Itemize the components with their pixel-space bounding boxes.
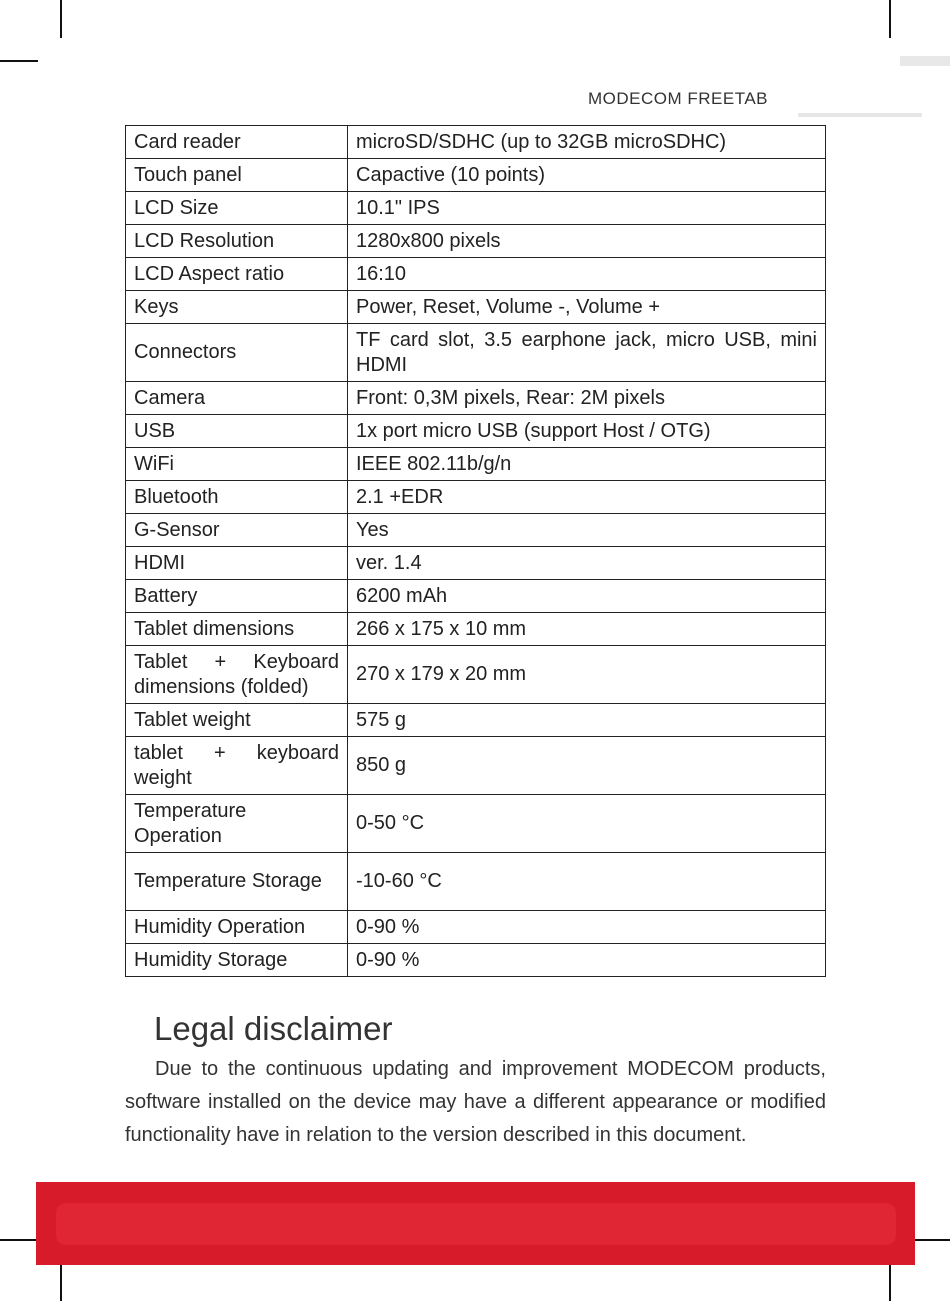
spec-key: Card reader [126,126,348,159]
spec-value: ver. 1.4 [348,547,826,580]
table-row [126,853,826,911]
spec-value: TF card slot, 3.5 earphone jack, micro USB, mini HDMI [348,324,826,382]
table-row [126,944,826,977]
spec-value: 6200 mAh [348,580,826,613]
table-row [126,415,826,448]
spec-key: Battery [126,580,348,613]
table-row [126,382,826,415]
footer-highlight [56,1203,896,1245]
table-row [126,737,826,795]
spec-value: 1x port micro USB (support Host / OTG) [348,415,826,448]
spec-key: Bluetooth [126,481,348,514]
spec-key: Camera [126,382,348,415]
table-row [126,225,826,258]
spec-value: Capactive (10 points) [348,159,826,192]
spec-key: Tablet weight [126,704,348,737]
spec-value: 0-90 % [348,911,826,944]
table-row [126,258,826,291]
spec-value: 850 g [348,737,826,795]
table-row [126,448,826,481]
spec-key: Connectors [126,324,348,382]
crop-mark [60,1262,62,1301]
table-row [126,126,826,159]
spec-key: Keys [126,291,348,324]
crop-mark [889,0,891,38]
table-row [126,192,826,225]
spec-key: tablet + keyboard weight [126,737,348,795]
spec-key: LCD Resolution [126,225,348,258]
spec-value: 266 x 175 x 10 mm [348,613,826,646]
table-row [126,324,826,382]
page-header: MODECOM FREETAB [588,89,769,108]
spec-key: Humidity Storage [126,944,348,977]
header-rule [798,113,922,117]
table-row [126,704,826,737]
spec-key: Touch panel [126,159,348,192]
spec-value: microSD/SDHC (up to 32GB microSDHC) [348,126,826,159]
spec-value: 2.1 +EDR [348,481,826,514]
spec-value: -10-60 °C [348,853,826,911]
table-row [126,795,826,853]
spec-value: IEEE 802.11b/g/n [348,448,826,481]
table-row [126,613,826,646]
spec-value: 270 x 179 x 20 mm [348,646,826,704]
table-row [126,911,826,944]
spec-key: Tablet dimensions [126,613,348,646]
spec-value: 10.1" IPS [348,192,826,225]
disclaimer-paragraph: Due to the continuous updating and improvement MODECOM products, software installed on the device may have a different appearance or modified functionality have in relation to the version described in this document. [125,1058,826,1146]
spec-value: 0-50 °C [348,795,826,853]
table-row [126,580,826,613]
spec-key: Temperature Operation [126,795,348,853]
spec-key: USB [126,415,348,448]
table-row [126,291,826,324]
spec-value: 1280x800 pixels [348,225,826,258]
spec-key: LCD Aspect ratio [126,258,348,291]
spec-key: LCD Size [126,192,348,225]
spec-key: Temperature Storage [126,853,348,911]
table-row [126,159,826,192]
spec-key: WiFi [126,448,348,481]
crop-mark [60,0,62,38]
spec-key: G-Sensor [126,514,348,547]
spec-key: HDMI [126,547,348,580]
spec-value: 0-90 % [348,944,826,977]
scan-artifact [900,56,950,66]
spec-value: Front: 0,3M pixels, Rear: 2M pixels [348,382,826,415]
table-row [126,646,826,704]
crop-mark [912,1239,950,1241]
section-title: Legal disclaimer [154,1010,393,1047]
crop-mark [0,1239,38,1241]
table-row [126,514,826,547]
spec-table [125,125,826,977]
spec-value: 575 g [348,704,826,737]
spec-value: Yes [348,514,826,547]
spec-key: Tablet + Keyboard dimensions (folded) [126,646,348,704]
spec-key: Humidity Operation [126,911,348,944]
spec-value: 16:10 [348,258,826,291]
table-row [126,481,826,514]
crop-mark [0,60,38,62]
table-row [126,547,826,580]
crop-mark [889,1262,891,1301]
spec-value: Power, Reset, Volume -, Volume + [348,291,826,324]
